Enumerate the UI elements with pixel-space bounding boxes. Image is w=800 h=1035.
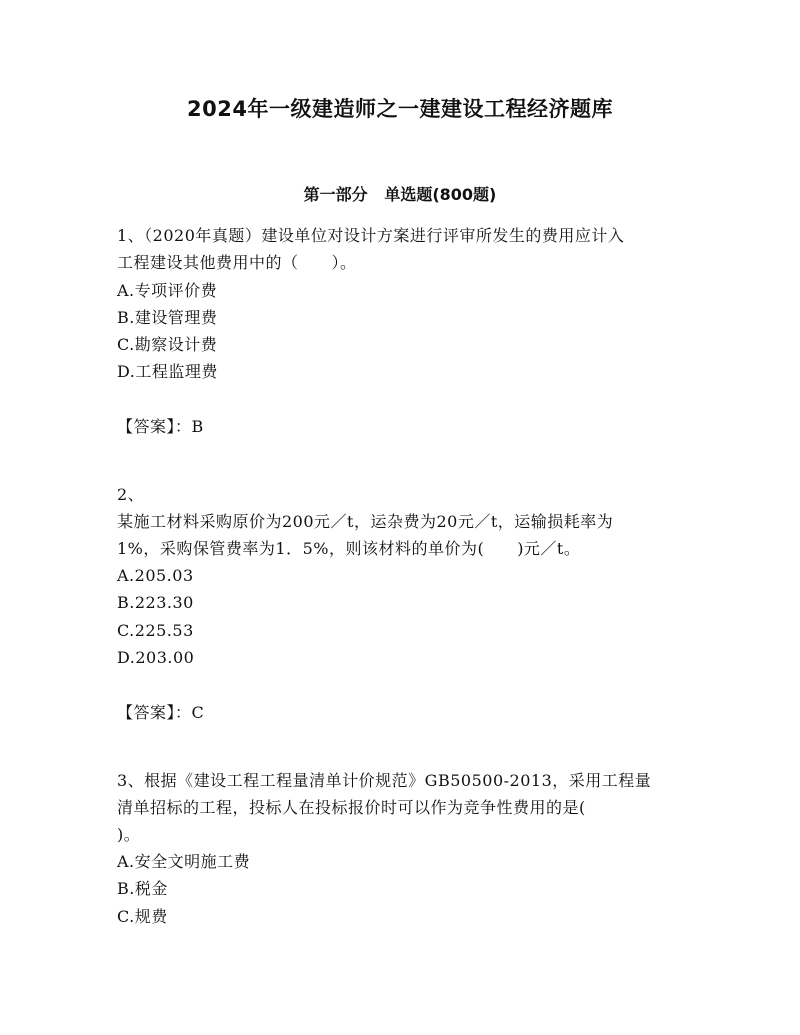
section-title: 第一部分 单选题(800题) bbox=[303, 185, 497, 204]
question-3-stem-line-1: 3、根据《建设工程工程量清单计价规范》GB50500-2013，采用工程量 bbox=[117, 771, 652, 790]
question-3-stem-line-3: )。 bbox=[117, 825, 141, 844]
document-title: 2024年一级建造师之一建建设工程经济题库 bbox=[187, 97, 613, 121]
question-1-stem-line-1: 1、（2020年真题）建设单位对设计方案进行评审所发生的费用应计入 bbox=[117, 226, 625, 245]
question-2-stem-line-1: 2、 bbox=[117, 485, 145, 504]
question-2-option-a: A.205.03 bbox=[117, 566, 194, 585]
question-1-option-c: C.勘察设计费 bbox=[117, 335, 218, 354]
question-1-option-d: D.工程监理费 bbox=[117, 362, 218, 381]
question-2-stem-line-2: 某施工材料采购原价为200元／t，运杂费为20元／t，运输损耗率为 bbox=[117, 512, 614, 531]
question-2-stem-line-3: 1%，采购保管费率为1．5%，则该材料的单价为( )元／t。 bbox=[117, 539, 581, 558]
question-2-option-b: B.223.30 bbox=[117, 593, 194, 612]
question-1-answer: 【答案】：B bbox=[117, 417, 204, 436]
question-1-option-a: A.专项评价费 bbox=[117, 281, 218, 300]
question-3-stem-line-2: 清单招标的工程，投标人在投标报价时可以作为竞争性费用的是( bbox=[117, 798, 586, 817]
question-3-option-a: A.安全文明施工费 bbox=[117, 852, 251, 871]
question-3-option-b: B.税金 bbox=[117, 879, 168, 898]
question-2-option-d: D.203.00 bbox=[117, 648, 195, 667]
question-1-option-b: B.建设管理费 bbox=[117, 308, 218, 327]
question-2-answer: 【答案】：C bbox=[117, 703, 205, 722]
question-3-option-c: C.规费 bbox=[117, 907, 168, 926]
question-2-option-c: C.225.53 bbox=[117, 621, 194, 640]
question-1-stem-line-2: 工程建设其他费用中的（ ）。 bbox=[117, 253, 357, 272]
